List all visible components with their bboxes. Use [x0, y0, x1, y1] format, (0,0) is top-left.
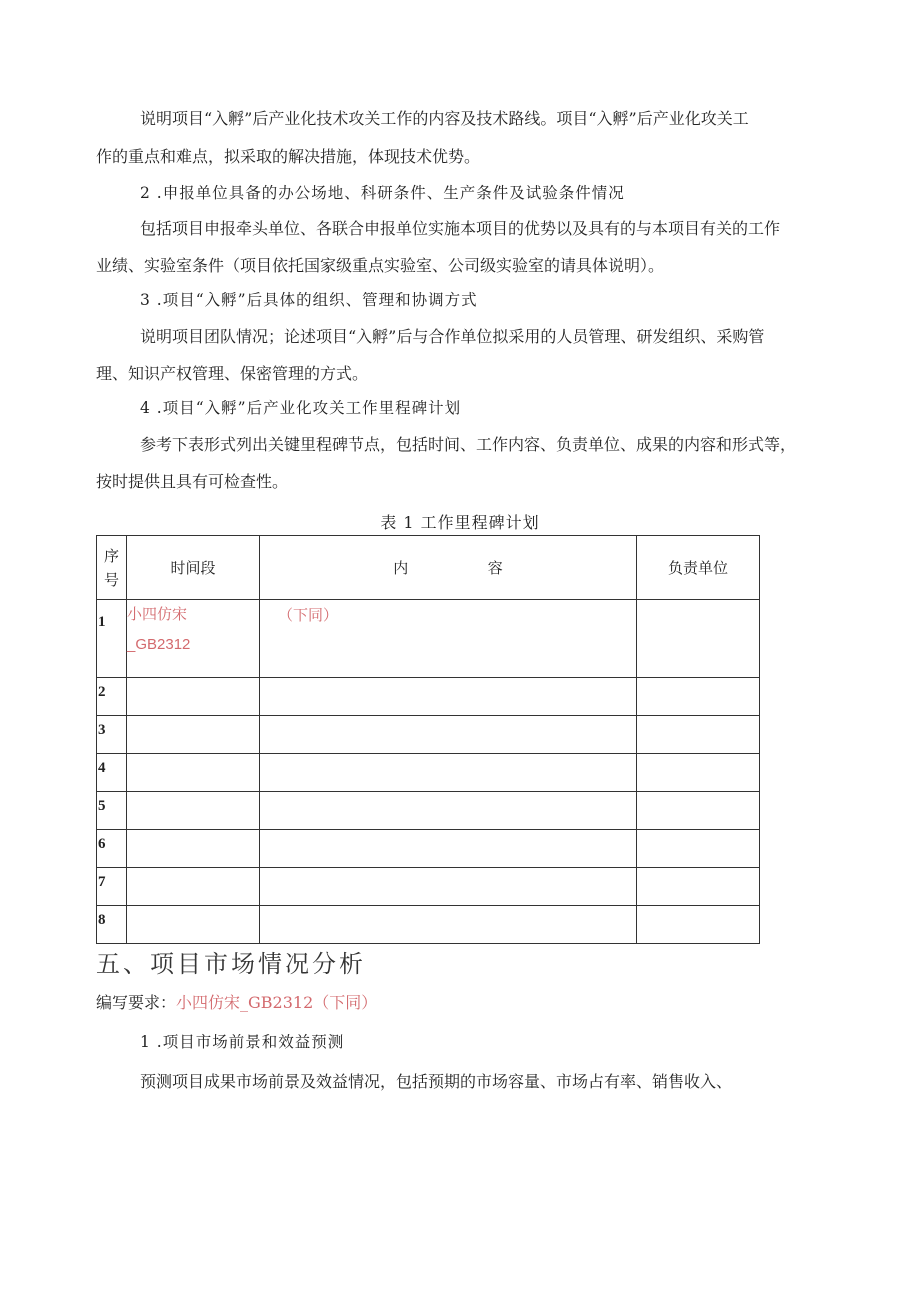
unit-cell[interactable] — [637, 600, 760, 678]
requirement-value: 小四仿宋_GB2312（下同） — [176, 993, 378, 1012]
paragraph-line: 说明项目团队情况；论述项目“入孵”后与合作单位拟采用的人员管理、研发组织、采购管 — [140, 327, 765, 346]
table-header-row — [97, 536, 760, 600]
paragraph-line: 作的重点和难点，拟采取的解决措施，体现技术优势。 — [96, 147, 481, 166]
paragraph-line: 理、知识产权管理、保密管理的方式。 — [96, 364, 369, 383]
content-cell[interactable] — [260, 716, 637, 754]
header-seq-top: 序 — [103, 546, 119, 565]
subsection-heading-market: 1 .项目市场前景和效益预测 — [140, 1033, 345, 1051]
table-row — [97, 830, 760, 868]
subsection-heading-3: 3 .项目“入孵”后具体的组织、管理和协调方式 — [140, 291, 478, 309]
header-seq — [97, 536, 127, 600]
unit-cell[interactable] — [637, 716, 760, 754]
content-cell[interactable] — [260, 906, 637, 944]
writing-requirement — [96, 992, 377, 1014]
header-content — [260, 536, 637, 600]
header-seq-bottom: 号 — [103, 570, 119, 589]
content-cell[interactable] — [260, 678, 637, 716]
table-row — [97, 792, 760, 830]
unit-cell[interactable] — [637, 678, 760, 716]
unit-cell[interactable] — [637, 906, 760, 944]
table-row — [97, 600, 760, 678]
period-line: _GB2312 — [127, 636, 191, 653]
period-cell[interactable] — [127, 906, 260, 944]
unit-cell[interactable] — [637, 792, 760, 830]
requirement-label: 编写要求： — [96, 993, 177, 1012]
period-cell[interactable] — [127, 600, 260, 678]
row-number: 1 — [97, 600, 127, 678]
row-number: 6 — [97, 830, 127, 868]
period-cell[interactable] — [127, 792, 260, 830]
content-cell[interactable] — [260, 868, 637, 906]
table-caption: 表 1 工作里程碑计划 — [380, 513, 540, 532]
content-cell[interactable]: （下同） — [260, 600, 637, 678]
header-content-a: 内 — [393, 559, 409, 577]
paragraph-line: 业绩、实验室条件（项目依托国家级重点实验室、公司级实验室的请具体说明）。 — [96, 256, 665, 275]
content-cell[interactable] — [260, 830, 637, 868]
unit-cell[interactable] — [637, 830, 760, 868]
table-row — [97, 678, 760, 716]
period-cell[interactable] — [127, 868, 260, 906]
period-cell[interactable] — [127, 830, 260, 868]
period-line: 小四仿宋 — [127, 606, 188, 623]
paragraph-line: 参考下表形式列出关键里程碑节点，包括时间、工作内容、负责单位、成果的内容和形式等， — [140, 435, 797, 454]
paragraph-line: 包括项目申报牵头单位、各联合申报单位实施本项目的优势以及具有的与本项目有关的工作 — [140, 219, 781, 238]
section-title: 五、项目市场情况分析 — [96, 950, 366, 978]
milestone-table — [96, 535, 760, 944]
header-unit: 负责单位 — [637, 536, 760, 600]
subsection-heading-2: 2 .申报单位具备的办公场地、科研条件、生产条件及试验条件情况 — [140, 184, 625, 202]
period-cell[interactable] — [127, 678, 260, 716]
content-cell[interactable] — [260, 792, 637, 830]
paragraph-line: 说明项目“入孵”后产业化技术攻关工作的内容及技术路线。项目“入孵”后产业化攻关工 — [140, 109, 749, 128]
subsection-heading-4: 4 .项目“入孵”后产业化攻关工作里程碑计划 — [140, 399, 462, 417]
period-cell[interactable] — [127, 754, 260, 792]
row-number: 8 — [97, 906, 127, 944]
content-cell[interactable] — [260, 754, 637, 792]
table-row — [97, 754, 760, 792]
row-number: 3 — [97, 716, 127, 754]
paragraph-line: 预测项目成果市场前景及效益情况，包括预期的市场容量、市场占有率、销售收入、 — [140, 1072, 733, 1091]
unit-cell[interactable] — [637, 754, 760, 792]
unit-cell[interactable] — [637, 868, 760, 906]
row-number: 2 — [97, 678, 127, 716]
table-row — [97, 716, 760, 754]
row-number: 7 — [97, 868, 127, 906]
row-number: 4 — [97, 754, 127, 792]
paragraph-line: 按时提供且具有可检查性。 — [96, 472, 289, 491]
table-row — [97, 868, 760, 906]
header-content-b: 容 — [487, 559, 503, 577]
table-row — [97, 906, 760, 944]
period-cell[interactable] — [127, 716, 260, 754]
header-period: 时间段 — [127, 536, 260, 600]
row-number: 5 — [97, 792, 127, 830]
